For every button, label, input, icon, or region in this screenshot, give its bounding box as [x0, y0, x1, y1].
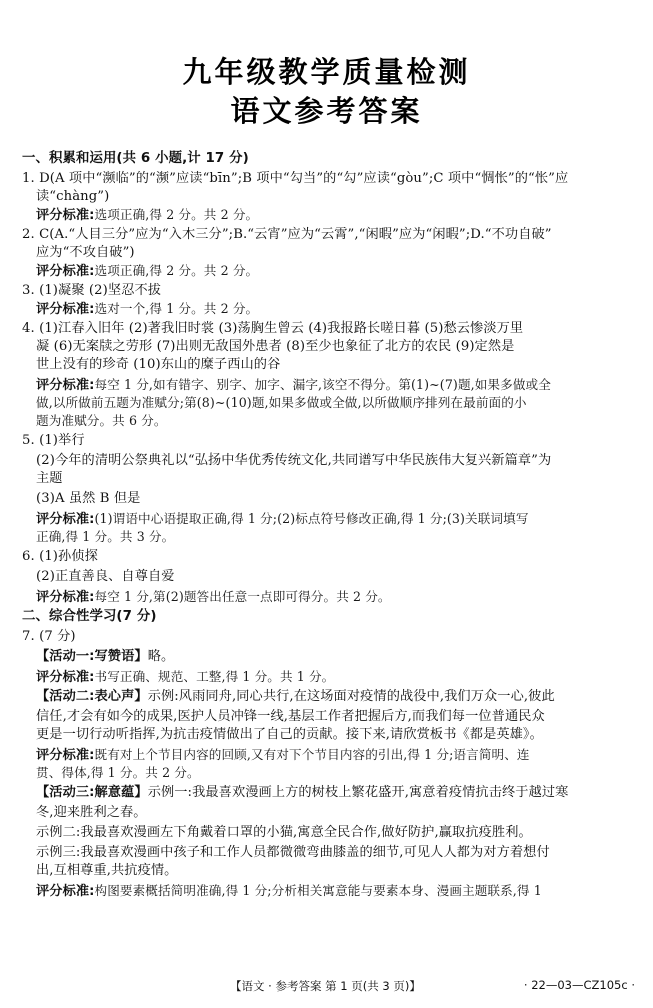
criteria-label: 评分标准:	[36, 884, 95, 899]
q6-answer-line1: 6. (1)孙侦探	[22, 549, 98, 564]
q2-criteria	[36, 262, 640, 280]
criteria-text: (1)谓语中心语提取正确,得 1 分;(2)标点符号修改正确,得 1 分;(3)关联词填写	[94, 511, 529, 526]
q2-answer-line2: 应为“不攻自破”)	[36, 245, 135, 260]
criteria-label: 评分标准:	[36, 378, 95, 393]
criteria-label: 评分标准:	[36, 264, 95, 279]
footer-code: · 22—03—CZ105c ·	[523, 978, 635, 992]
criteria-text: 选对一个,得 1 分。共 2 分。	[94, 301, 259, 316]
page-subtitle: 语文参考答案	[230, 94, 423, 128]
activity2-criteria-line1	[36, 746, 640, 764]
q5-answer-line2: (2)今年的清明公祭典礼以“弘扬中华优秀传统文化,共同谱写中华民族伟大复兴新篇章”为	[36, 453, 552, 468]
q3-criteria	[36, 300, 640, 318]
criteria-text: 选项正确,得 2 分。共 2 分。	[94, 263, 259, 278]
activity1	[36, 648, 640, 666]
activity1-label: 【活动一:写赞语】	[36, 649, 148, 664]
page-footer	[0, 978, 653, 996]
criteria-text: 每空 1 分,如有错字、别字、加字、漏字,该空不得分。第(1)~(7)题,如果多做或全	[94, 377, 551, 392]
q1-answer-line1: 1. D(A 项中“濒临”的“濒”应读“bīn”;B 项中“勾当”的“勾”应读“gòu”;C 项中“惆怅”的“怅”应	[22, 171, 569, 186]
criteria-text: 构图要素概括简明准确,得 1 分;分析相关寓意能与要素本身、漫画主题联系,得 1	[94, 883, 542, 898]
page-title: 九年级教学质量检测	[182, 55, 471, 89]
criteria-label: 评分标准:	[36, 748, 95, 763]
activity2-line2: 信任,才会有如今的成果,医护人员冲锋一线,基层工作者把握后方,而我们每一位普通民众	[36, 709, 545, 724]
q4-criteria-line1	[36, 376, 640, 394]
activity3-line2: 冬,迎来胜利之春。	[36, 805, 147, 820]
activity2-criteria-line2: 贯、得体,得 1 分。共 2 分。	[36, 765, 200, 780]
q5-answer-line1: 5. (1)举行	[22, 433, 85, 448]
criteria-text: 每空 1 分,第(2)题答出任意一点即可得分。共 2 分。	[94, 589, 391, 604]
q1-criteria	[36, 206, 640, 224]
criteria-text: 书写正确、规范、工整,得 1 分。共 1 分。	[94, 669, 335, 684]
q6-answer-line2: (2)正直善良、自尊自爱	[36, 569, 175, 584]
q3-answer-line1: 3. (1)凝聚 (2)坚忍不拔	[22, 283, 162, 298]
q7-answer-line1: 7. (7 分)	[22, 629, 76, 644]
activity3-line3: 示例二:我最喜欢漫画左下角戴着口罩的小猫,寓意全民合作,做好防护,赢取抗疫胜利。	[36, 825, 532, 840]
activity3-text: 示例一:我最喜欢漫画上方的树枝上繁花盛开,寓意着疫情抗击终于越过寒	[147, 785, 569, 800]
activity2-line3: 更是一切行动听指挥,为抗击疫情做出了自己的贡献。接下来,请欣赏板书《都是英雄》。	[36, 727, 543, 742]
q4-criteria-line3: 题为准赋分。共 6 分。	[36, 413, 167, 428]
q4-criteria-line2: 做,以所做前五题为准赋分;第(8)~(10)题,如果多做或全做,以所做顺序排列在最前面的小	[36, 395, 527, 410]
activity1-criteria	[36, 668, 640, 686]
q5-criteria-line1	[36, 510, 640, 528]
activity2-text: 示例:风雨同舟,同心共行,在这场面对疫情的战役中,我们万众一心,彼此	[147, 689, 555, 704]
activity3-line5: 出,互相尊重,共抗疫情。	[36, 863, 178, 878]
activity2-label: 【活动二:表心声】	[36, 689, 148, 704]
q4-answer-line3: 世上没有的珍奇 (10)东山的糜子西山的谷	[36, 357, 281, 372]
section2-heading: 二、综合性学习(7 分)	[22, 609, 157, 624]
activity1-text: 略。	[147, 649, 175, 664]
q4-answer-line1: 4. (1)江春入旧年 (2)著我旧时裳 (3)荡胸生曾云 (4)我报路长嗟日暮 (5)愁云惨淡万里	[22, 321, 524, 336]
criteria-text: 选项正确,得 2 分。共 2 分。	[94, 207, 259, 222]
activity3-line1	[36, 784, 640, 802]
q6-criteria	[36, 588, 640, 606]
footer-page-label: 【语文 · 参考答案 第 1 页(共 3 页)】	[230, 979, 421, 993]
q2-answer-line1: 2. C(A.“人目三分”应为“入木三分”;B.“云宵”应为“云霄”,“闲暇”应为“闲暇”;D.“不功自破”	[22, 227, 552, 242]
q5-answer-line4: (3)A 虽然 B 但是	[36, 491, 141, 506]
section1-heading: 一、积累和运用(共 6 小题,计 17 分)	[22, 151, 249, 166]
activity3-line4: 示例三:我最喜欢漫画中孩子和工作人员都微微弯曲膝盖的细节,可见人人都为对方着想付	[36, 845, 550, 860]
q4-answer-line2: 凝 (6)无案牍之劳形 (7)出则无敌国外患者 (8)至少也象征了北方的农民 (9)定然是	[36, 339, 515, 354]
criteria-text: 既有对上个节目内容的回顾,又有对下个节目内容的引出,得 1 分;语言简明、连	[94, 747, 530, 762]
q5-answer-line3: 主题	[36, 471, 63, 486]
activity3-label: 【活动三:解意蕴】	[36, 785, 148, 800]
q5-criteria-line2: 正确,得 1 分。共 3 分。	[36, 529, 175, 544]
q1-answer-line2: 读“chàng”)	[36, 189, 110, 204]
criteria-label: 评分标准:	[36, 590, 95, 605]
criteria-label: 评分标准:	[36, 670, 95, 685]
activity2-line1	[36, 688, 640, 706]
activity3-criteria	[36, 882, 640, 900]
criteria-label: 评分标准:	[36, 512, 95, 527]
criteria-label: 评分标准:	[36, 208, 95, 223]
criteria-label: 评分标准:	[36, 302, 95, 317]
